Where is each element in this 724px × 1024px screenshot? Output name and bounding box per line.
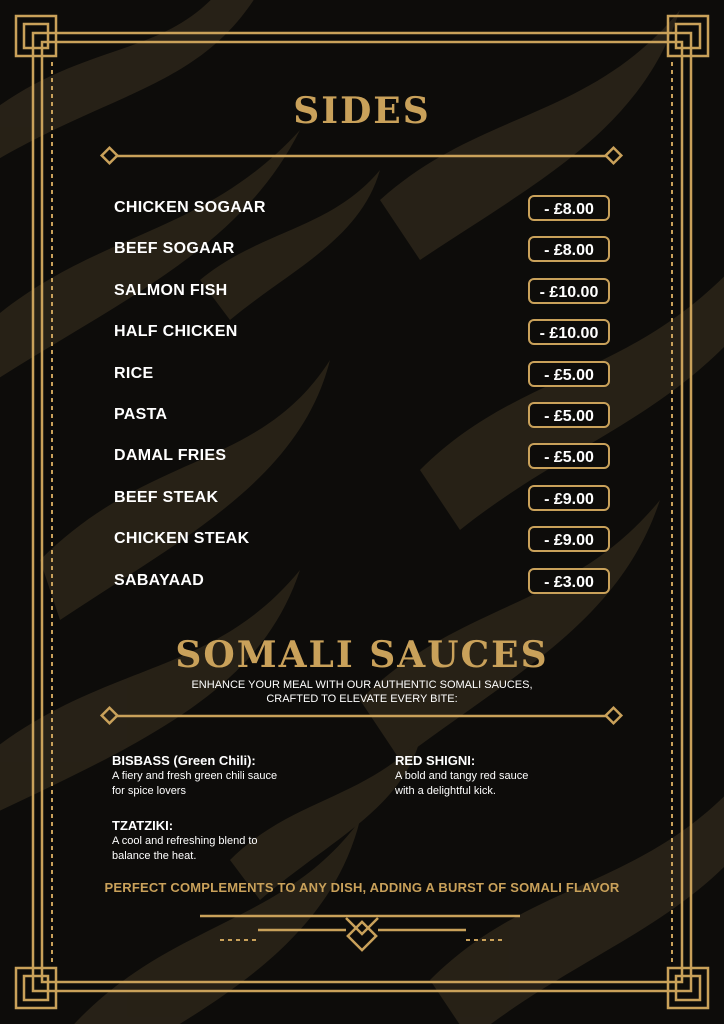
sauces-title: SOMALI SAUCES — [175, 634, 549, 676]
menu-item-name: PASTA — [114, 406, 168, 423]
sides-title: SIDES — [293, 90, 431, 132]
sauce-item-bisbass — [112, 753, 312, 798]
menu-item-price: - £8.00 — [528, 236, 610, 262]
menu-item-name: BEEF SOGAAR — [114, 240, 235, 257]
sauces-intro-line: CRAFTED TO ELEVATE EVERY BITE: — [266, 693, 458, 705]
menu-item-price: - £5.00 — [528, 443, 610, 469]
sauce-name: RED SHIGNI: — [395, 753, 476, 768]
sauce-description — [112, 769, 312, 798]
menu-item-price: - £5.00 — [528, 361, 610, 387]
sauce-name: BISBASS (Green Chili): — [112, 753, 256, 768]
sauces-intro-line: ENHANCE YOUR MEAL WITH OUR AUTHENTIC SOMALI SAUCES, — [191, 679, 533, 691]
sauce-item-tzatziki — [112, 818, 312, 863]
sauce-item-red-shigni — [395, 753, 595, 798]
menu-item-name: DAMAL FRIES — [114, 447, 227, 464]
menu-item-name: CHICKEN SOGAAR — [114, 199, 266, 216]
sauce-description — [112, 834, 312, 863]
menu-item-price: - £3.00 — [528, 568, 610, 594]
sauce-name: TZATZIKI: — [112, 818, 174, 833]
sauce-desc-line: A fiery and fresh green chili sauce — [112, 770, 278, 782]
menu-item-name: SABAYAAD — [114, 572, 205, 589]
sauce-desc-line: with a delightful kick. — [395, 784, 496, 797]
sauce-desc-line: for spice lovers — [112, 784, 186, 797]
menu-item-price: - £10.00 — [528, 319, 610, 345]
sauce-description — [395, 769, 595, 798]
sauces-tagline: PERFECT COMPLEMENTS TO ANY DISH, ADDING A BURST OF SOMALI FLAVOR — [104, 880, 620, 895]
sauce-desc-line: balance the heat. — [112, 849, 197, 862]
menu-item-price: - £8.00 — [528, 195, 610, 221]
sauce-desc-line: A cool and refreshing blend to — [112, 835, 258, 847]
menu-item-name: BEEF STEAK — [114, 489, 219, 506]
menu-item-price: - £9.00 — [528, 485, 610, 511]
menu-item-name: RICE — [114, 365, 154, 382]
sauces-intro — [0, 678, 724, 706]
sauce-desc-line: A bold and tangy red sauce — [395, 770, 529, 782]
menu-item-name: CHICKEN STEAK — [114, 530, 250, 547]
menu-item-name: SALMON FISH — [114, 282, 228, 299]
menu-item-name: HALF CHICKEN — [114, 323, 238, 340]
menu-item-price: - £9.00 — [528, 526, 610, 552]
menu-item-price: - £5.00 — [528, 402, 610, 428]
menu-item-price: - £10.00 — [528, 278, 610, 304]
